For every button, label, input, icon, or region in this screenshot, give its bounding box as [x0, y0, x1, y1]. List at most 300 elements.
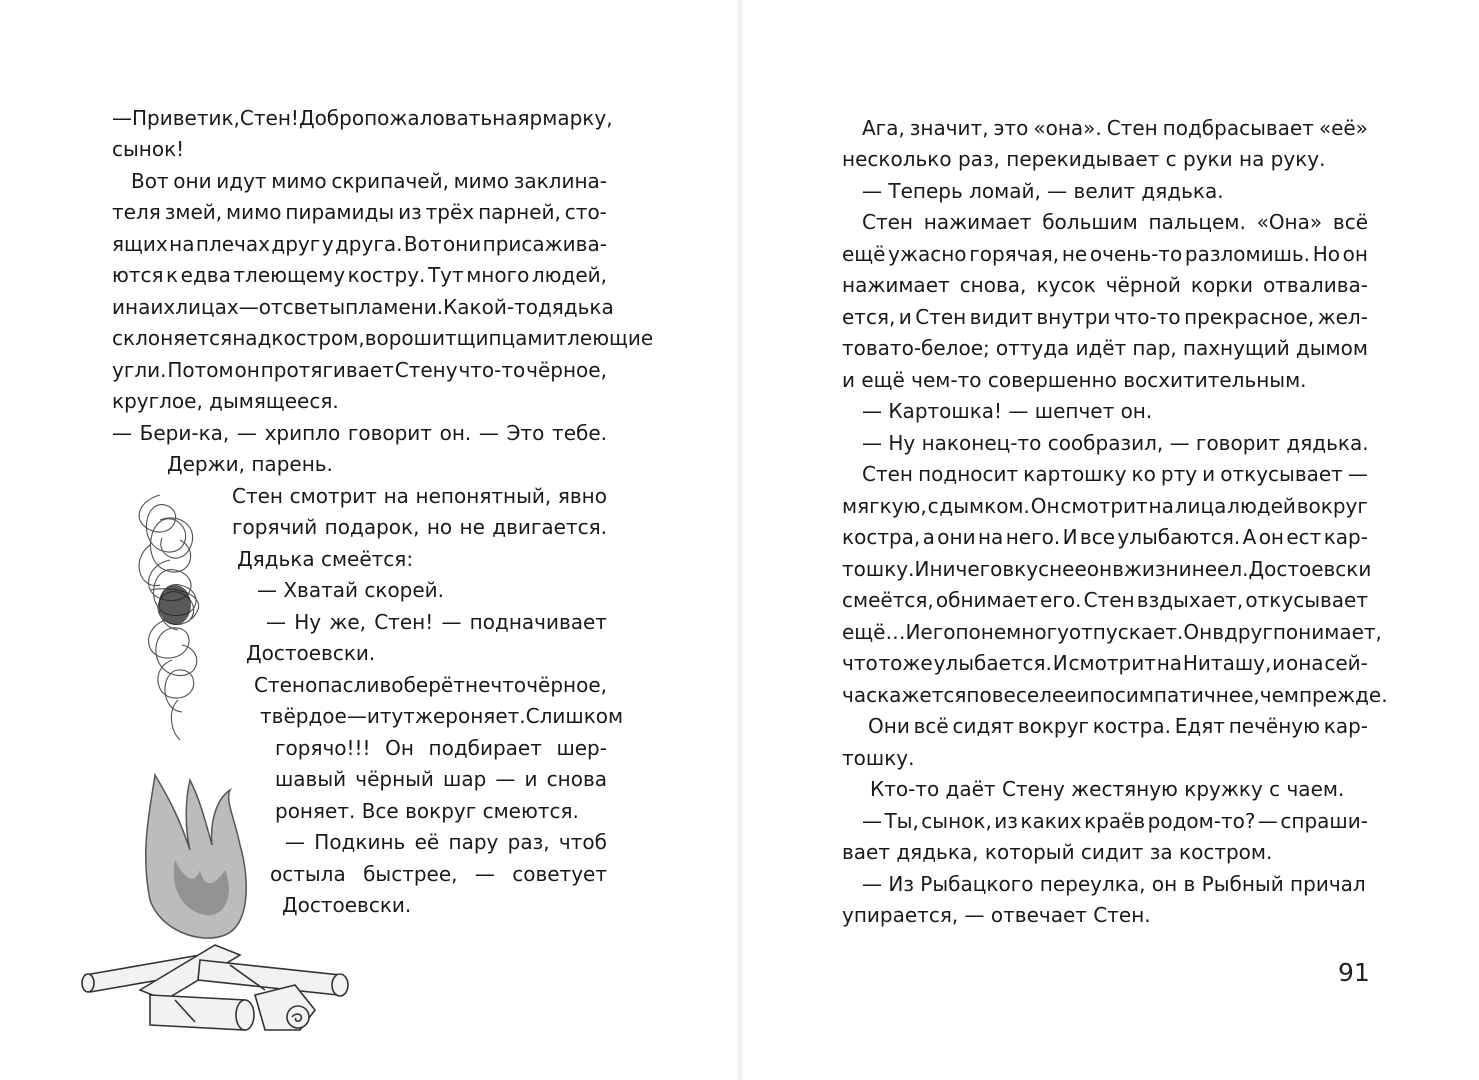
word: на: [1156, 651, 1183, 675]
word: дядька: [537, 295, 614, 319]
word: ящих: [112, 232, 168, 256]
word: сынок,: [921, 809, 992, 833]
word: отпускает.: [1068, 620, 1184, 644]
word: на: [383, 484, 409, 508]
text-line: [842, 270, 1368, 301]
word: Слишком: [525, 704, 624, 728]
word: И: [1052, 651, 1068, 675]
word: чем: [1259, 683, 1299, 707]
word: прекрасное,: [1184, 305, 1315, 329]
word: костра,: [842, 525, 921, 549]
text-line: [842, 302, 1368, 333]
text-line: [842, 522, 1368, 553]
text-line: [112, 197, 607, 228]
word: обнимает: [935, 588, 1038, 612]
word: «она».: [1033, 116, 1102, 140]
text-line: [270, 859, 607, 890]
page-number: 91: [1338, 958, 1370, 987]
word: рту: [1160, 462, 1198, 486]
word: откусывает: [1245, 588, 1368, 612]
word: плечах: [195, 232, 270, 256]
word: тошку.: [842, 557, 915, 581]
word: что-то: [1113, 305, 1181, 329]
word: скрипачей,: [331, 169, 449, 193]
word: подарок,: [324, 515, 420, 539]
word: это: [993, 116, 1029, 140]
word: лицах: [175, 295, 239, 319]
word: много: [466, 263, 530, 287]
text-line: [275, 764, 607, 795]
word: змей,: [164, 200, 223, 224]
word: с: [927, 494, 939, 518]
word: Он: [385, 736, 414, 760]
word: роняет.: [445, 704, 526, 728]
text-line: Держи, парень.: [167, 452, 333, 476]
text-line: — Из Рыбацкого переулка, он в Рыбный причал: [862, 872, 1366, 896]
text-line: [112, 323, 654, 354]
word: ко: [1131, 462, 1156, 486]
word: «Она»: [1256, 210, 1323, 234]
text-line: тошку.: [842, 746, 915, 770]
word: отвалива-: [1263, 273, 1368, 297]
word: Ну: [294, 610, 322, 634]
word: —: [112, 106, 132, 130]
word: их: [150, 295, 176, 319]
word: —: [236, 421, 257, 445]
text-line: [112, 229, 607, 260]
word: на: [169, 232, 195, 256]
text-line: [275, 733, 607, 764]
text-line: [842, 491, 1368, 522]
word: Стен: [862, 462, 913, 486]
text-line: [842, 585, 1368, 616]
text-line: [112, 292, 614, 323]
text-line: [842, 239, 1368, 270]
word: ел.: [1217, 557, 1249, 581]
text-line: [842, 617, 1382, 648]
word: а: [922, 525, 935, 549]
word: корки: [1190, 273, 1253, 297]
text-line: упирается, — отвечает Стен.: [842, 903, 1151, 927]
text-line: [862, 207, 1368, 238]
word: И: [914, 557, 930, 581]
text-line: вает дядька, который сидит за костром.: [842, 840, 1273, 864]
word: тлеющие: [555, 326, 654, 350]
word: Приветик,: [132, 106, 240, 130]
word: посимпатичнее,: [1089, 683, 1260, 707]
word: и: [898, 305, 912, 329]
word: Достоевски: [1248, 557, 1372, 581]
word: —: [474, 862, 495, 886]
word: людей: [1227, 494, 1296, 518]
word: Вот: [403, 232, 442, 256]
word: что: [842, 651, 878, 675]
word: откусывает: [1220, 462, 1343, 486]
word: Это: [506, 421, 545, 445]
word: —: [441, 610, 462, 634]
word: щипцами: [456, 326, 556, 350]
word: ярмарку,: [517, 106, 613, 130]
right-page: [740, 0, 1479, 1080]
word: берёт: [403, 673, 465, 697]
word: все: [1079, 525, 1115, 549]
word: подбирает: [428, 736, 542, 760]
word: внутри: [1036, 305, 1111, 329]
word: Вот: [131, 169, 169, 193]
word: —: [1257, 809, 1278, 833]
word: присажива-: [482, 232, 607, 256]
text-line: [260, 701, 624, 732]
word: чёрный: [355, 767, 434, 791]
word: шавый: [275, 767, 347, 791]
word: нажимает: [842, 273, 950, 297]
word: тебе.: [552, 421, 607, 445]
word: —: [495, 767, 516, 791]
text-line: Достоевски.: [246, 641, 376, 665]
word: же: [414, 704, 446, 728]
text-line: [131, 166, 607, 197]
word: сей-: [1324, 651, 1368, 675]
word: Стен!: [239, 106, 299, 130]
word: костра.: [1092, 714, 1171, 738]
smoke-dark-center-icon: [159, 585, 191, 625]
word: Стен: [254, 673, 305, 697]
word: горячий: [232, 515, 318, 539]
text-line: [842, 648, 1368, 679]
word: мягкую,: [842, 494, 927, 518]
word: склоняется: [112, 326, 233, 350]
word: улыбается.: [933, 651, 1052, 675]
word: кар-: [1323, 714, 1368, 738]
word: краёв: [1084, 809, 1146, 833]
word: быстрее,: [363, 862, 458, 886]
word: спраши-: [1280, 809, 1368, 833]
word: чёрное,: [526, 358, 607, 382]
word: ест: [1286, 525, 1322, 549]
word: он: [1342, 242, 1368, 266]
word: угли.: [112, 358, 167, 382]
word: на: [977, 525, 1004, 549]
word: и: [1076, 683, 1090, 707]
word: повеселее: [966, 683, 1077, 707]
word: Ага,: [862, 116, 905, 140]
text-line: [232, 512, 607, 543]
word: снова,: [959, 273, 1027, 297]
word: жел-: [1317, 305, 1368, 329]
word: —: [266, 610, 286, 634]
word: трёх: [425, 200, 475, 224]
word: лица: [1174, 494, 1227, 518]
word: пальцем.: [1148, 210, 1246, 234]
word: Он: [1183, 620, 1213, 644]
word: разломишь.: [1184, 242, 1311, 266]
word: идут: [216, 169, 267, 193]
word: непонятный,: [415, 484, 552, 508]
word: вздыхает,: [1136, 588, 1244, 612]
word: людей,: [531, 263, 607, 287]
word: смотрит: [289, 484, 377, 508]
word: Бери-ка,: [139, 421, 230, 445]
word: друга.: [334, 232, 403, 256]
logs-icon: [82, 945, 348, 1030]
word: и: [1272, 651, 1286, 675]
word: Но: [1312, 242, 1340, 266]
text-line: [285, 827, 607, 858]
text-line: Достоевски.: [282, 893, 412, 917]
word: всё: [1332, 210, 1368, 234]
text-line: [842, 680, 1388, 711]
word: не: [1061, 242, 1088, 266]
text-line: роняет. Все вокруг смеются.: [275, 799, 579, 823]
word: они: [937, 525, 976, 549]
word: жизни: [1123, 557, 1192, 581]
word: вкуснее: [1002, 557, 1087, 581]
word: и: [1202, 462, 1216, 486]
word: Подкинь: [314, 830, 406, 854]
word: твёрдое: [260, 704, 347, 728]
text-line: [112, 260, 607, 291]
word: вдруг: [1212, 620, 1273, 644]
word: А: [1242, 525, 1257, 549]
word: отсветы: [258, 295, 346, 319]
word: картошку: [1023, 462, 1127, 486]
word: горячо!!!: [275, 736, 371, 760]
word: кажется: [877, 683, 967, 707]
text-line: [266, 607, 607, 638]
word: пахнущий: [1182, 336, 1290, 360]
word: понимает,: [1272, 620, 1382, 644]
word: пожаловать: [364, 106, 493, 130]
word: советует: [512, 862, 607, 886]
text-line: [254, 670, 607, 701]
word: Он: [1030, 494, 1060, 518]
word: и: [112, 295, 125, 319]
word: Потом: [167, 358, 234, 382]
word: —: [478, 421, 499, 445]
text-line: Дядька смеётся:: [237, 547, 414, 571]
text-line: [842, 333, 1368, 364]
word: Ниташу,: [1182, 651, 1272, 675]
word: Стен: [1106, 116, 1158, 140]
text-line: — Ну наконец-то сообразил, — говорит дядька.: [862, 431, 1369, 455]
word: шар: [443, 767, 487, 791]
word: горячая,: [969, 242, 1060, 266]
word: значит,: [909, 116, 989, 140]
text-line: круглое, дымящееся.: [112, 389, 339, 413]
word: и: [366, 704, 380, 728]
word: подбрасывает: [1162, 116, 1314, 140]
word: —: [862, 809, 882, 833]
text-line: [842, 554, 1372, 585]
word: кусок: [1036, 273, 1096, 297]
word: —: [1347, 462, 1368, 486]
word: Добро: [298, 106, 365, 130]
word: на: [1148, 494, 1174, 518]
word: он.: [439, 421, 472, 445]
text-line: несколько раз, перекидывает с руки на руку.: [842, 147, 1326, 171]
text-line: Кто-то даёт Стену жестяную кружку с чаем.: [870, 777, 1345, 801]
word: пару: [448, 830, 499, 854]
word: протягивает: [260, 358, 394, 382]
word: Стен: [232, 484, 283, 508]
word: —: [346, 704, 367, 728]
word: её: [414, 830, 440, 854]
word: друг: [271, 232, 321, 256]
word: на: [125, 295, 151, 319]
word: говорит: [347, 421, 432, 445]
word: вокруг: [1296, 494, 1368, 518]
word: он: [1086, 557, 1113, 581]
word: него.: [1005, 525, 1061, 549]
word: вокруг: [1017, 714, 1089, 738]
word: «её»: [1318, 116, 1368, 140]
word: ются: [112, 263, 164, 287]
word: на: [492, 106, 518, 130]
word: смеётся,: [842, 588, 934, 612]
word: прежде.: [1298, 683, 1388, 707]
word: пирамиды: [285, 200, 395, 224]
word: ничего: [929, 557, 1003, 581]
word: тоже: [878, 651, 933, 675]
word: снова: [546, 767, 607, 791]
word: у: [321, 232, 334, 256]
word: что-то: [458, 358, 526, 382]
word: из: [994, 809, 1018, 833]
word: они: [442, 232, 482, 256]
word: они: [173, 169, 212, 193]
word: подначивает: [469, 610, 607, 634]
word: костру.: [347, 263, 426, 287]
word: из: [398, 200, 422, 224]
word: пар,: [1132, 336, 1177, 360]
word: не: [459, 515, 485, 539]
word: дымком.: [939, 494, 1030, 518]
word: опасливо: [305, 673, 404, 697]
word: подносит: [918, 462, 1019, 486]
text-line: [232, 481, 607, 512]
word: Какой-то: [443, 295, 538, 319]
word: очень-то: [1089, 242, 1183, 266]
text-line: [862, 806, 1368, 837]
word: И: [905, 620, 921, 644]
text-line: [868, 711, 1368, 742]
word: ворошит: [364, 326, 457, 350]
text-line: сынок!: [112, 137, 185, 161]
word: явно: [557, 484, 607, 508]
word: оттуда: [995, 336, 1070, 360]
word: Стену: [394, 358, 458, 382]
word: заклина-: [513, 169, 607, 193]
word: печёную: [1228, 714, 1320, 738]
word: чтоб: [558, 830, 607, 854]
word: сто-: [564, 200, 607, 224]
word: двигается.: [492, 515, 607, 539]
word: кар-: [1323, 525, 1368, 549]
word: чёрной: [1105, 273, 1181, 297]
word: парней,: [478, 200, 561, 224]
word: сидят: [952, 714, 1014, 738]
word: родом-то?: [1147, 809, 1256, 833]
word: мимо: [226, 200, 282, 224]
word: Тут: [427, 263, 464, 287]
word: нажимает: [923, 210, 1032, 234]
text-line: — Хватай скорей.: [257, 578, 445, 602]
word: но: [426, 515, 453, 539]
text-line: — Теперь ломай, — велит дядька.: [862, 179, 1224, 203]
word: теля: [112, 200, 161, 224]
word: над: [232, 326, 272, 350]
word: она: [1285, 651, 1324, 675]
word: Едят: [1174, 714, 1225, 738]
text-line: [112, 418, 607, 449]
word: не: [1191, 557, 1218, 581]
text-line: [862, 459, 1368, 490]
word: всё: [913, 714, 949, 738]
word: идёт: [1075, 336, 1127, 360]
word: смотрит: [1060, 494, 1148, 518]
word: улыбаются.: [1117, 525, 1241, 549]
word: в: [1112, 557, 1124, 581]
word: же,: [329, 610, 366, 634]
word: товато-белое;: [842, 336, 990, 360]
word: видит: [969, 305, 1033, 329]
word: —: [112, 421, 132, 445]
word: Стен!: [374, 610, 434, 634]
word: едва: [180, 263, 231, 287]
word: мимо: [453, 169, 510, 193]
word: час: [842, 683, 878, 707]
word: остыла: [270, 862, 346, 886]
word: Стен: [915, 305, 967, 329]
word: Стен: [862, 210, 913, 234]
word: ещё: [842, 242, 886, 266]
word: каких: [1020, 809, 1082, 833]
text-line: и ещё чем-то совершенно восхитительным.: [842, 368, 1307, 392]
word: большим: [1042, 210, 1138, 234]
word: ется,: [842, 305, 896, 329]
word: его.: [1040, 588, 1082, 612]
word: ужасно: [888, 242, 967, 266]
word: ещё…: [842, 620, 906, 644]
word: пламени.: [345, 295, 444, 319]
word: нечто: [465, 673, 527, 697]
word: понемногу: [955, 620, 1069, 644]
word: он: [1258, 525, 1284, 549]
word: к: [166, 263, 179, 287]
text-line: [112, 355, 607, 386]
word: он: [234, 358, 260, 382]
word: Они: [868, 714, 910, 738]
word: —: [238, 295, 259, 319]
word: смотрит: [1068, 651, 1156, 675]
word: Стен: [1083, 588, 1135, 612]
word: тлеющему: [233, 263, 346, 287]
word: тут: [379, 704, 415, 728]
text-line: [112, 103, 613, 134]
word: костром,: [271, 326, 365, 350]
word: хрипло: [264, 421, 341, 445]
word: мимо: [271, 169, 327, 193]
word: дымом: [1295, 336, 1368, 360]
word: шер-: [556, 736, 607, 760]
word: его: [920, 620, 956, 644]
flame-icon: [146, 775, 247, 938]
word: и: [524, 767, 538, 791]
text-line: [862, 113, 1368, 144]
word: Ты,: [884, 809, 919, 833]
word: —: [285, 830, 305, 854]
word: чёрное,: [526, 673, 607, 697]
